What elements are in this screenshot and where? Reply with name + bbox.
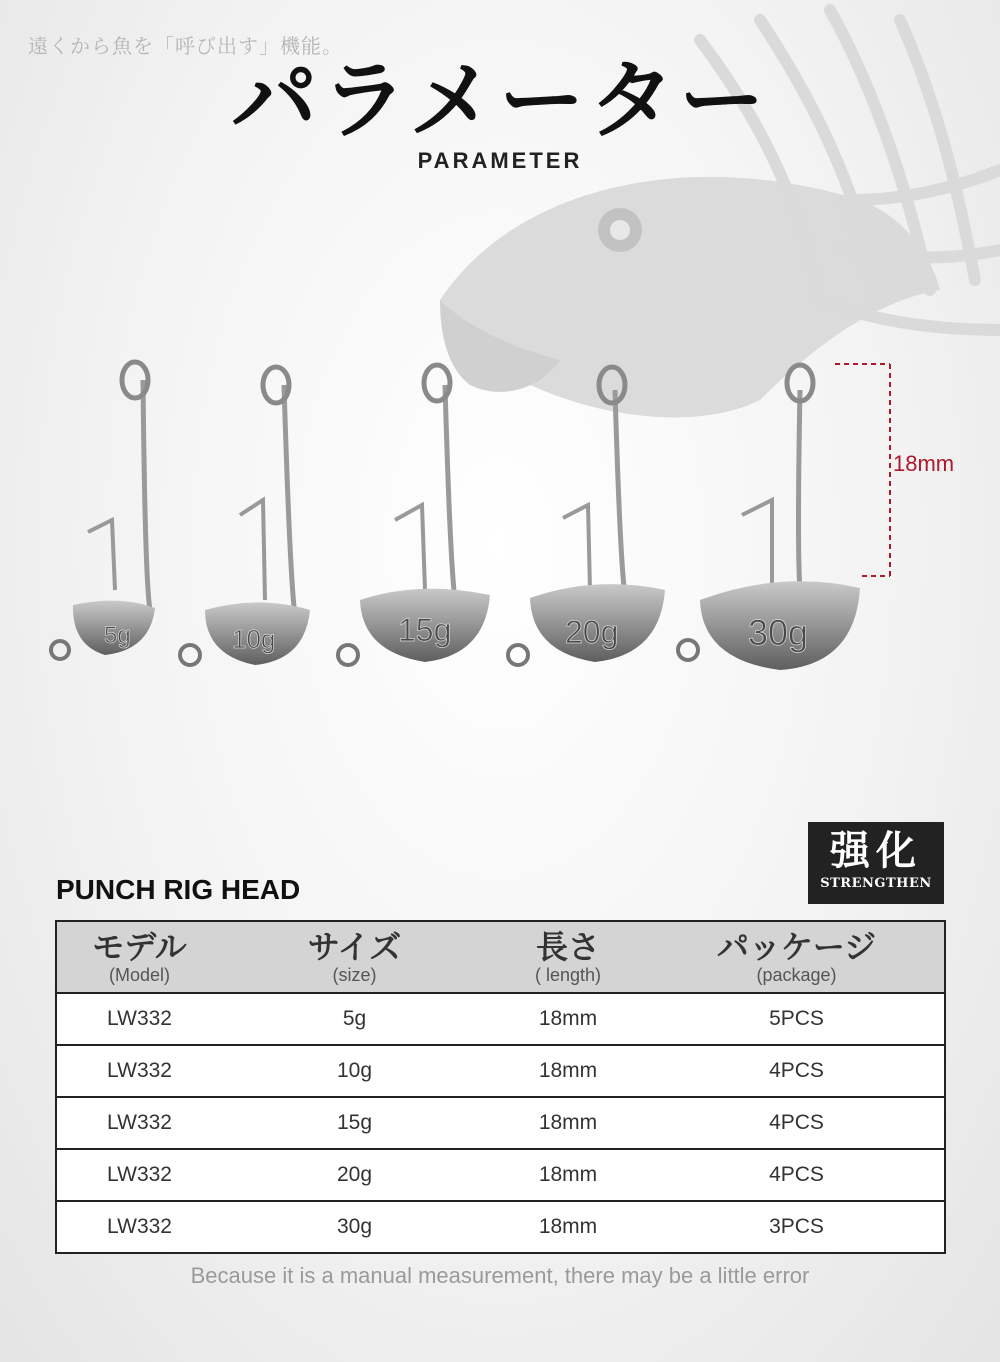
jig-label-30g: 30g: [748, 612, 809, 653]
table-row: [56, 1045, 945, 1097]
table-row: [56, 1201, 945, 1253]
header-size: [222, 921, 487, 993]
header-package-jp: パッケージ: [716, 928, 877, 966]
header-length-en: ( length): [534, 965, 602, 985]
cell-length: 18mm: [487, 1045, 649, 1097]
product-name: PUNCH RIG HEAD: [56, 874, 301, 905]
cell-package: 4PCS: [649, 1045, 945, 1097]
cell-size: 5g: [222, 993, 487, 1045]
header-package: [649, 921, 945, 993]
cell-size: 20g: [222, 1149, 487, 1201]
jig-label-10g: 10g: [232, 624, 276, 654]
cell-length: 18mm: [487, 1097, 649, 1149]
cell-length: 18mm: [487, 1149, 649, 1201]
header-size-en: (size): [332, 965, 377, 985]
jig-label-15g: 15g: [398, 612, 452, 648]
header-package-en: (package): [756, 965, 837, 985]
header-model-en: (Model): [108, 965, 170, 985]
cell-package: 5PCS: [649, 993, 945, 1045]
spec-table: [55, 920, 946, 1254]
cell-model: LW332: [56, 1149, 222, 1201]
cell-size: 15g: [222, 1097, 487, 1149]
dimension-marker: [835, 364, 890, 576]
header-size-jp: サイズ: [307, 928, 402, 966]
cell-package: 4PCS: [649, 1149, 945, 1201]
jig-head-20g: [508, 367, 665, 665]
tagline: 遠くから魚を「呼び出す」機能。: [28, 34, 343, 58]
cell-size: 10g: [222, 1045, 487, 1097]
cell-model: LW332: [56, 1097, 222, 1149]
table-row: [56, 993, 945, 1045]
jig-heads-illustration: [0, 340, 1000, 700]
page-title: パラメーター: [231, 50, 769, 151]
header-model-jp: モデル: [92, 928, 187, 966]
header-length: [487, 921, 649, 993]
header-model: [56, 921, 222, 993]
cell-model: LW332: [56, 993, 222, 1045]
dimension-label: 18mm: [893, 451, 955, 476]
jig-label-20g: 20g: [565, 614, 619, 650]
cell-model: LW332: [56, 1045, 222, 1097]
cell-package: 4PCS: [649, 1097, 945, 1149]
cell-size: 30g: [336, 1215, 373, 1238]
table-row: [56, 1149, 945, 1201]
jig-head-15g: [338, 365, 490, 665]
jig-head-10g: [180, 367, 310, 665]
jig-head-30g: [678, 365, 860, 670]
cell-length: 18mm: [538, 1215, 598, 1238]
cell-package: 3PCS: [769, 1215, 824, 1238]
cell-length: 18mm: [487, 993, 649, 1045]
jig-label-5g: 5g: [104, 622, 131, 649]
badge-sub-text: STRENGTHEN: [820, 876, 932, 891]
header-length-jp: 長さ: [535, 928, 600, 966]
badge-main-text: 强化: [830, 827, 922, 874]
measurement-note: Because it is a manual measurement, there may be a little error: [190, 1263, 810, 1288]
strengthen-badge: [808, 822, 944, 904]
page-subtitle: PARAMETER: [417, 148, 583, 173]
jig-head-5g: [51, 362, 155, 659]
table-row: [56, 1097, 945, 1149]
cell-model: LW332: [107, 1215, 172, 1238]
table-header-row: [56, 921, 945, 993]
